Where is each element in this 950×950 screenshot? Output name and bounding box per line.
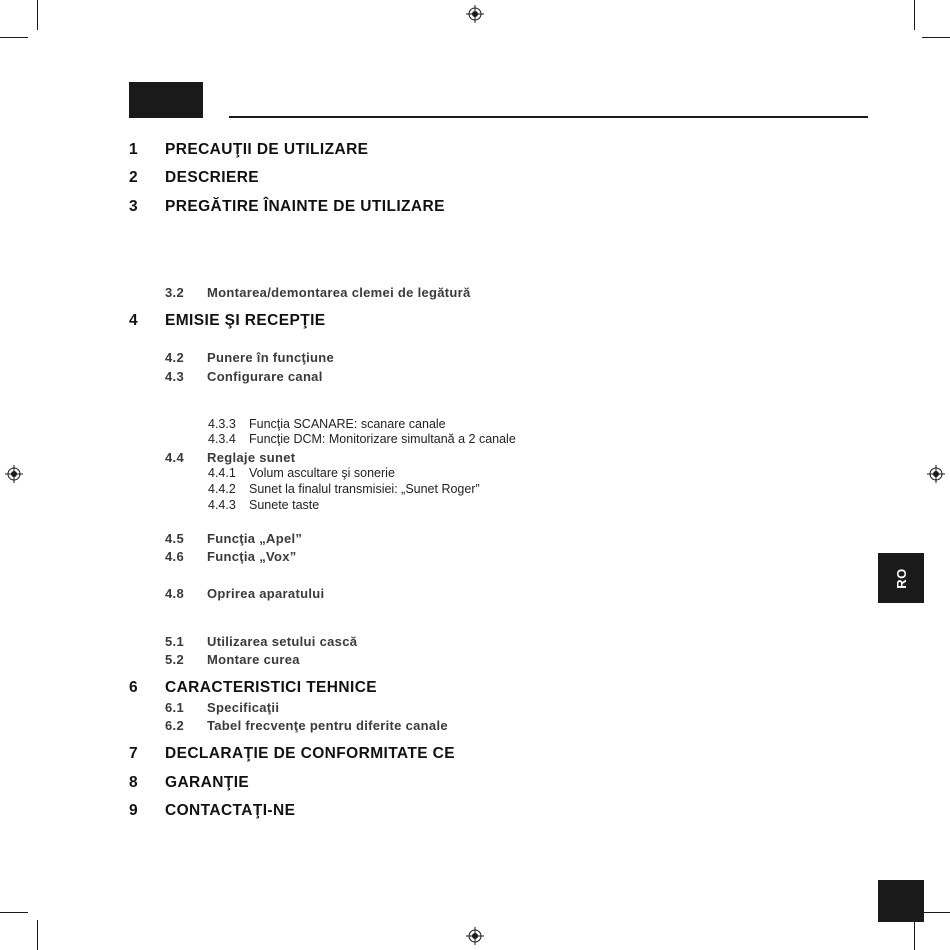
toc-entry-number: 1	[129, 141, 139, 158]
toc-entry-number: 3	[129, 198, 139, 215]
toc-entry-number: 4.4.2	[208, 482, 236, 496]
toc-entry-number: 5.2	[165, 652, 184, 667]
toc-entry-number: 8	[129, 774, 139, 791]
crop-mark	[0, 912, 28, 913]
toc-entry-number: 9	[129, 802, 139, 819]
toc-entry-title: DESCRIERE	[165, 169, 260, 186]
crop-mark	[922, 37, 950, 38]
toc-entry-number: 4.4	[165, 450, 184, 465]
header-black-block	[129, 82, 203, 118]
toc-entry-number: 6.2	[165, 718, 184, 733]
toc-entry-title: PREGĂTIRE ÎNAINTE DE UTILIZARE	[165, 198, 445, 215]
crop-mark	[914, 0, 915, 30]
crop-mark	[0, 37, 28, 38]
registration-mark-icon	[466, 5, 484, 23]
toc-entry-number: 4.4.1	[208, 466, 236, 480]
crop-mark	[37, 920, 38, 950]
crop-mark	[37, 0, 38, 30]
toc-entry-number: 6.1	[165, 700, 184, 715]
toc-entry-number: 4.5	[165, 531, 184, 546]
toc-entry-number: 4.8	[165, 586, 184, 601]
toc-entry-title: Tabel frecvenţe pentru diferite canale	[207, 718, 448, 733]
toc-entry-title: GARANŢIE	[165, 774, 250, 791]
toc-entry-title: Reglaje sunet	[207, 450, 296, 465]
toc-entry-title: Funcţie DCM: Monitorizare simultană a 2 canale	[249, 432, 516, 446]
toc-entry-number: 3.2	[165, 285, 184, 300]
toc-entry-title: Montarea/demontarea clemei de legătură	[207, 285, 471, 300]
language-tab-label: RO	[893, 567, 909, 589]
registration-mark-icon	[466, 927, 484, 945]
toc-entry-title: CONTACTAŢI-NE	[165, 802, 296, 819]
toc-entry-title: Oprirea aparatului	[207, 586, 325, 601]
toc-entry-number: 2	[129, 169, 139, 186]
toc-entry-number: 4.6	[165, 549, 184, 564]
toc-entry-title: Funcţia SCANARE: scanare canale	[249, 417, 446, 431]
toc-entry-title: Configurare canal	[207, 369, 323, 384]
toc-entry-title: EMISIE ŞI RECEPŢIE	[165, 312, 326, 329]
header-rule	[229, 116, 868, 118]
toc-entry-title: Sunet la finalul transmisiei: „Sunet Roger”	[249, 482, 480, 496]
toc-entry-number: 4.3	[165, 369, 184, 384]
toc-entry-title: Utilizarea setului cască	[207, 634, 358, 649]
toc-entry-title: Montare curea	[207, 652, 300, 667]
toc-entry-number: 7	[129, 745, 139, 762]
crop-mark	[922, 912, 950, 913]
toc-entry-title: Volum ascultare şi sonerie	[249, 466, 395, 480]
crop-mark	[914, 920, 915, 950]
toc-entry-title: CARACTERISTICI TEHNICE	[165, 679, 378, 696]
toc-entry-title: Punere în funcţiune	[207, 350, 335, 365]
toc-entry-number: 4	[129, 312, 139, 329]
toc-entry-number: 4.3.4	[208, 432, 236, 446]
toc-entry-number: 4.4.3	[208, 498, 236, 512]
toc-entry-title: PRECAUŢII DE UTILIZARE	[165, 141, 369, 158]
toc-entry-number: 4.3.3	[208, 417, 236, 431]
toc-entry-number: 5.1	[165, 634, 184, 649]
language-tab	[878, 553, 924, 603]
toc-entry-title: Funcţia „Vox”	[207, 549, 297, 564]
registration-mark-icon	[5, 465, 23, 483]
toc-entry-number: 6	[129, 679, 139, 696]
toc-entry-number: 4.2	[165, 350, 184, 365]
page-number-box	[878, 880, 924, 922]
toc-entry-title: Specificaţii	[207, 700, 280, 715]
toc-entry-title: Funcţia „Apel”	[207, 531, 303, 546]
registration-mark-icon	[927, 465, 945, 483]
toc-entry-title: DECLARAŢIE DE CONFORMITATE CE	[165, 745, 456, 762]
toc-entry-title: Sunete taste	[249, 498, 320, 512]
